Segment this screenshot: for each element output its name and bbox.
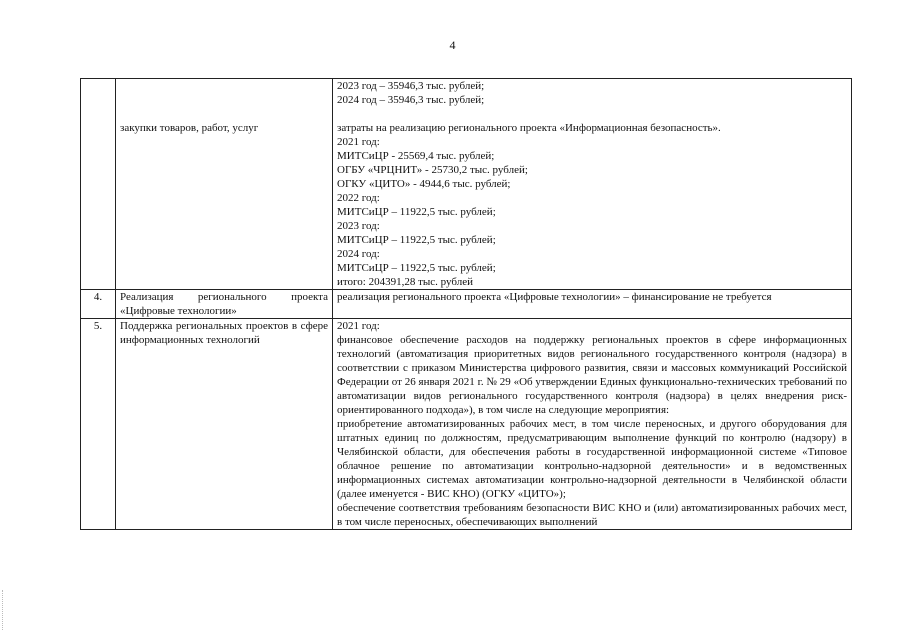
text-line: ОГБУ «ЧРЦНИТ» - 25730,2 тыс. рублей; — [337, 164, 528, 176]
page-number: 4 — [449, 38, 456, 52]
row-name-cell — [116, 290, 333, 319]
text-line: МИТСиЦР – 11922,5 тыс. рублей; — [337, 206, 496, 218]
text-line: 2021 год: — [337, 320, 380, 332]
program-table — [80, 78, 852, 530]
text-line: 2021 год: — [337, 136, 380, 148]
text-line: 2024 год – 35946,3 тыс. рублей; — [337, 94, 485, 106]
table-row — [81, 319, 852, 530]
text-line: МИТСиЦР - 25569,4 тыс. рублей; — [337, 150, 495, 162]
text-line: реализация регионального проекта «Цифровые технологии» – финансирование не требуется — [337, 291, 772, 303]
text-line: затраты на реализацию регионального проекта «Информационная безопасность». — [337, 122, 721, 134]
text-line: 2022 год: — [337, 192, 380, 204]
row-number: 4. — [81, 290, 116, 319]
table-row — [81, 290, 852, 319]
text-line: 2024 год: — [337, 248, 380, 260]
row-number: 5. — [81, 319, 116, 530]
table-row — [81, 79, 852, 290]
margin-mark — [2, 590, 4, 630]
text-line: итого: 204391,28 тыс. рублей — [337, 276, 473, 288]
text-line: МИТСиЦР – 11922,5 тыс. рублей; — [337, 262, 496, 274]
row-name-cell — [116, 319, 333, 530]
row-name: закупки товаров, работ, услуг — [120, 122, 259, 134]
text-line: 2023 год – 35946,3 тыс. рублей; — [337, 80, 485, 92]
row-content-cell — [333, 79, 852, 290]
text-paragraph: приобретение автоматизированных рабочих мест, в том числе переносных, и другого оборудования для штатных единиц по должностям, предусматривающим выполнение функций по контролю (надзору) в Челябинской области, для обеспечения работы в государственной информационной системе «Типовое облачное решение по автоматизации контрольно-надзорной деятельности» и в ведомственных информационных системах автоматизации контрольно-надзорной деятельности в Челябинской области (далее именуется - ВИС КНО) (ОГКУ «ЦИТО»); — [337, 418, 847, 500]
text-paragraph: финансовое обеспечение расходов на поддержку региональных проектов в сфере информационных технологий (автоматизация приоритетных видов регионального государственного контроля (надзора) в соответствии с приказом Министерства цифрового развития, связи и массовых коммуникаций Российской Федерации от 26 января 2021 г. № 29 «Об утверждении Единых функционально-технических требований по автоматизации видов регионального государственного контроля (надзора) в целях внедрения риск-ориентированного подхода»), в том числе на следующие мероприятия: — [337, 334, 847, 416]
row-content-cell — [333, 290, 852, 319]
row-name: Поддержка региональных проектов в сфере информационных технологий — [120, 320, 328, 346]
text-line: ОГКУ «ЦИТО» - 4944,6 тыс. рублей; — [337, 178, 511, 190]
text-line: МИТСиЦР – 11922,5 тыс. рублей; — [337, 234, 496, 246]
row-content-cell — [333, 319, 852, 530]
row-name: Реализация регионального проекта «Цифровые технологии» — [120, 291, 328, 317]
row-name-cell — [116, 79, 333, 290]
text-paragraph: обеспечение соответствия требованиям безопасности ВИС КНО и (или) автоматизированных рабочих мест, в том числе переносных, обеспечивающих выполнений — [337, 502, 847, 528]
text-line: 2023 год: — [337, 220, 380, 232]
row-number — [81, 79, 116, 290]
